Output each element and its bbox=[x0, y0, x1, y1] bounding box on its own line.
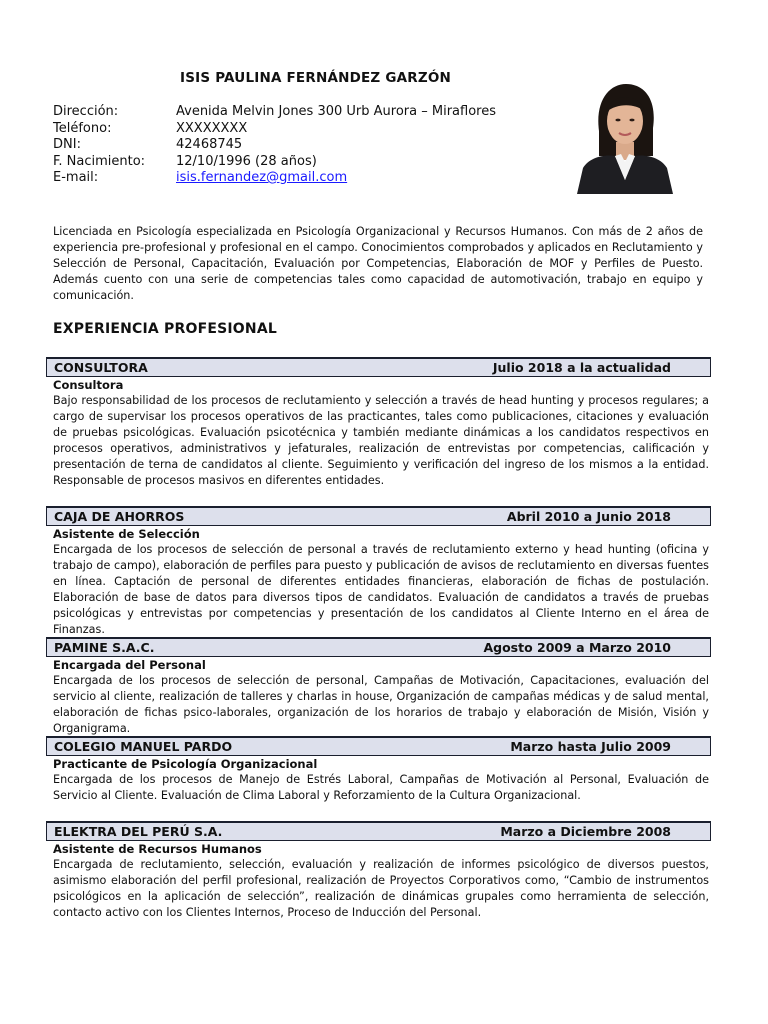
contact-label: Dirección: bbox=[53, 104, 119, 119]
contact-value: 12/10/1996 (28 años) bbox=[176, 153, 317, 169]
job-role: Encargada del Personal bbox=[53, 658, 206, 672]
job-role: Consultora bbox=[53, 378, 124, 392]
job-description: Encargada de los procesos de selección de personal a través de reclutamiento externo y head hunting (oficina y trabajo de campo), elaboración de perfiles para puesto y publicación de avisos de reclutamiento en diversas fuentes en línea. Captación de personal de diferentes entidades financieras, elaboración de fichas de postulación. Elaboración de base de datos para diversos tipos de candidatos. Evaluación de candidatos a través de pruebas psicológicas y entrevistas por competencias y presentación de los candidatos al Cliente Interno en el área de Finanzas. bbox=[53, 543, 709, 636]
profile-photo-illustration bbox=[569, 76, 679, 194]
job-entry-caja-de-ahorros bbox=[46, 506, 711, 637]
job-description: Encargada de los procesos de Manejo de Estrés Laboral, Campañas de Motivación al Personal, Evaluación de Servicio al Cliente. Evaluación de Clima Laboral y Reforzamiento de la Cultura Organizacional. bbox=[53, 773, 709, 802]
job-role: Asistente de Selección bbox=[53, 527, 200, 541]
job-company: CAJA DE AHORROS bbox=[54, 509, 185, 524]
job-entry-consultora bbox=[46, 357, 711, 488]
job-period: Agosto 2009 a Marzo 2010 bbox=[483, 640, 671, 655]
job-company: ELEKTRA DEL PERÚ S.A. bbox=[54, 824, 223, 839]
job-role: Practicante de Psicología Organizacional bbox=[53, 757, 318, 771]
job-period: Marzo a Diciembre 2008 bbox=[500, 824, 671, 839]
candidate-name: ISIS PAULINA FERNÁNDEZ GARZÓN bbox=[180, 70, 452, 86]
job-period: Abril 2010 a Junio 2018 bbox=[506, 509, 671, 524]
job-period: Julio 2018 a la actualidad bbox=[492, 360, 671, 375]
job-entry-pamine bbox=[46, 637, 711, 737]
contact-label: F. Nacimiento: bbox=[53, 153, 146, 169]
contact-label: E-mail: bbox=[53, 170, 99, 185]
contact-label: Teléfono: bbox=[53, 120, 112, 136]
job-entry-colegio-manuel-pardo bbox=[46, 736, 711, 804]
job-company: PAMINE S.A.C. bbox=[54, 640, 155, 655]
contact-row-address bbox=[53, 104, 496, 121]
profile-summary: Licenciada en Psicología especializada en Psicología Organizacional y Recursos Humanos. Con más de 2 años de experiencia pre-profesional y profesional en el campo. Conocimientos comprobados y aplicados en Reclutamiento y Selección de Personal, Capacitación, Evaluación por Competencias, Elaboración de MOF y Perfiles de Puesto. Además cuento con una serie de competencias tales como capacidad de automotivación, trabajo en equipo y comunicación. bbox=[53, 225, 703, 302]
job-header-bar bbox=[46, 506, 711, 526]
email-link[interactable]: isis.fernandez@gmail.com bbox=[176, 170, 348, 185]
contact-row-email bbox=[53, 170, 496, 187]
job-description: Encargada de reclutamiento, selección, evaluación y realización de informes psicológico de diversos puestos, asimismo elaboración del perfil profesional, realización de Proyectos Corporativos como, “Cambio de instrumentos psicológicos en la aplicación de selección”, realización de dinámicas grupales como herramienta de selección, contacto activo con los Clientes Internos, Proceso de Inducción del Personal. bbox=[53, 858, 709, 919]
contact-value: 42468745 bbox=[176, 137, 243, 152]
contact-block bbox=[53, 104, 496, 187]
job-company: COLEGIO MANUEL PARDO bbox=[54, 739, 233, 754]
job-company: CONSULTORA bbox=[54, 360, 148, 375]
job-header-bar bbox=[46, 357, 711, 377]
contact-row-phone bbox=[53, 121, 496, 138]
job-header-bar bbox=[46, 637, 711, 657]
contact-value: XXXXXXXX bbox=[176, 120, 248, 136]
job-description: Bajo responsabilidad de los procesos de reclutamiento y selección a través de head hunting y procesos regulares; a cargo de supervisar los procesos operativos de las practicantes, tales como publicaciones, citaciones y evaluación de pruebas psicológicas. Evaluación psicotécnica y también mediante dinámicas a los candidatos respectivos en procesos operativos, administrativos y jefaturales, realización de entrevistas por competencias, calificación y presentación de terna de candidatos al cliente. Seguimiento y verificación del ingreso de los mismos a la entidad. Responsable de procesos masivos en diferentes entidades. bbox=[53, 394, 709, 487]
job-entry-elektra bbox=[46, 821, 711, 921]
contact-row-dni bbox=[53, 137, 496, 154]
job-header-bar bbox=[46, 821, 711, 841]
contact-row-birthdate bbox=[53, 154, 496, 171]
contact-label: DNI: bbox=[53, 137, 81, 152]
contact-value: Avenida Melvin Jones 300 Urb Aurora – Miraflores bbox=[176, 104, 496, 119]
section-title-experience: EXPERIENCIA PROFESIONAL bbox=[53, 321, 277, 337]
job-header-bar bbox=[46, 736, 711, 756]
job-period: Marzo hasta Julio 2009 bbox=[510, 739, 671, 754]
profile-photo bbox=[569, 76, 679, 194]
job-description: Encargada de los procesos de selección de personal, Campañas de Motivación, Capacitaciones, evaluación del servicio al cliente, realización de talleres y charlas in house, Organización de campañas médicas y de salud mental, elaboración de fichas psico-laborales, organización de los horarios de trabajo y elaboración de Misión, Visión y Organigrama. bbox=[53, 674, 709, 735]
job-role: Asistente de Recursos Humanos bbox=[53, 842, 262, 856]
